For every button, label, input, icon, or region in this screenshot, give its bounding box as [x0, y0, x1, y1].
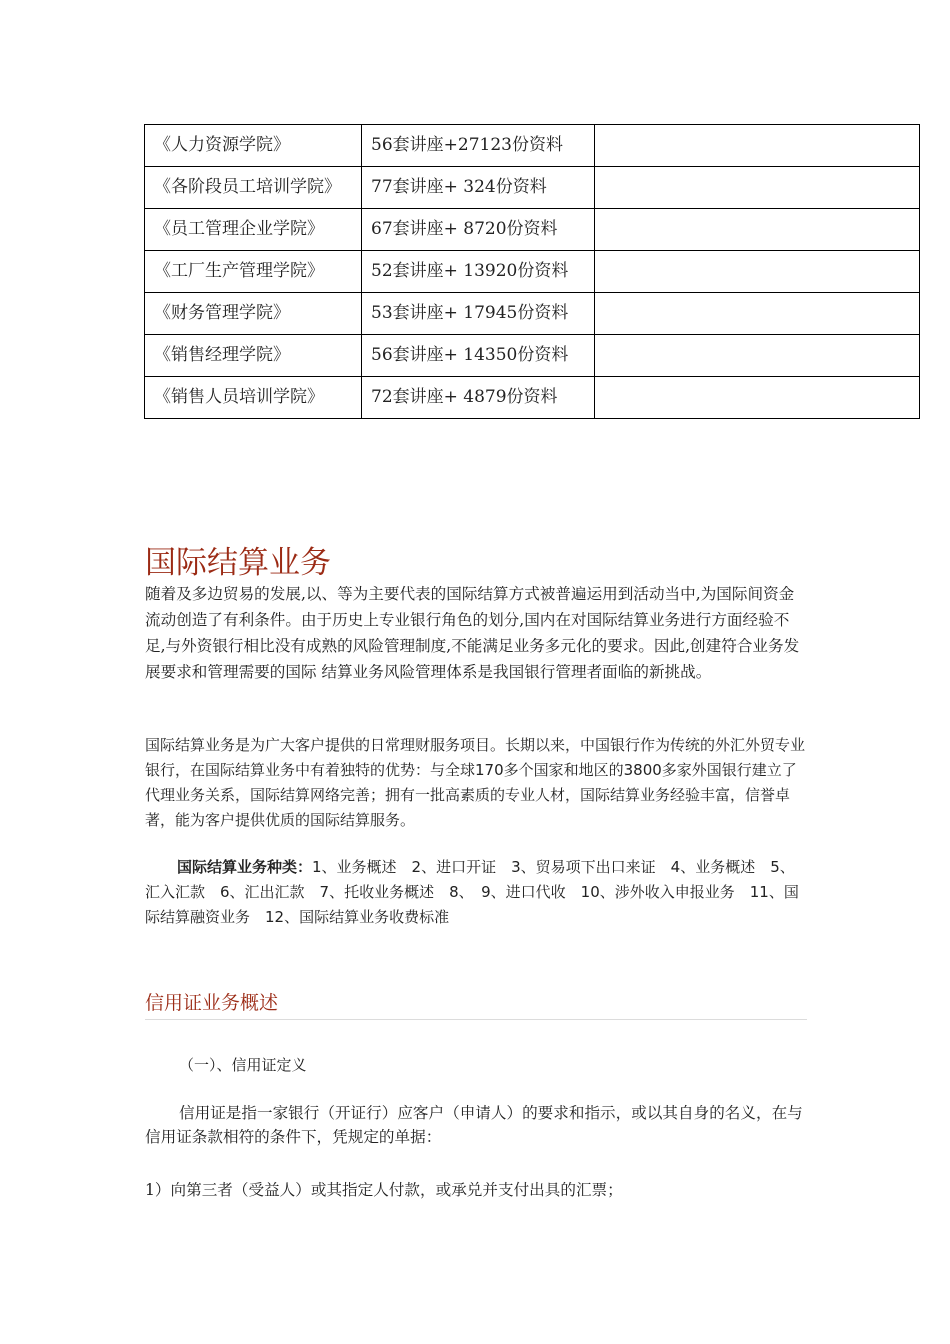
course-name-cell: 《销售人员培训学院》 [145, 377, 362, 419]
definition-item-1: 1）向第三者（受益人）或其指定人付款，或承兑并支付出具的汇票； [145, 1181, 623, 1199]
business-types-list: 1、业务概述 2、进口开证 3、贸易项下出口来证 4、业务概述 5、汇入汇款 6、汇出汇款 7、托收业务概述 8、 9、进口代收 10、涉外收入申报业务 11、国际结算融资业务 12、国际结算业务收费标准 [145, 858, 799, 926]
business-description-paragraph: 国际结算业务是为广大客户提供的日常理财服务项目。长期以来，中国银行作为传统的外汇外贸专业银行，在国际结算业务中有着独特的优势：与全球170多个国家和地区的3800多家外国银行建立了代理业务关系，国际结算网络完善；拥有一批高素质的专业人材，国际结算业务经验丰富，信誉卓著，能为客户提供优质的国际结算服务。 [145, 736, 806, 829]
course-extra-cell [595, 251, 920, 293]
course-content-cell: 52套讲座+ 13920份资料 [362, 251, 595, 293]
course-table-body [145, 125, 920, 419]
course-name-cell: 《各阶段员工培训学院》 [145, 167, 362, 209]
course-name-cell: 《销售经理学院》 [145, 335, 362, 377]
course-extra-cell [595, 377, 920, 419]
table-row [145, 293, 920, 335]
table-row [145, 125, 920, 167]
course-extra-cell [595, 293, 920, 335]
table-row [145, 377, 920, 419]
course-name-cell: 《人力资源学院》 [145, 125, 362, 167]
course-name-cell: 《财务管理学院》 [145, 293, 362, 335]
intro-paragraph: 随着及多边贸易的发展,以、等为主要代表的国际结算方式被普遍运用到活动当中,为国际间资金流动创造了有利条件。由于历史上专业银行角色的划分,国内在对国际结算业务进行方面经验不足,与外资银行相比没有成熟的风险管理制度,不能满足业务多元化的要求。因此,创建符合业务发展要求和管理需要的国际 结算业务风险管理体系是我国银行管理者面临的新挑战。 [145, 585, 800, 681]
course-content-cell: 67套讲座+ 8720份资料 [362, 209, 595, 251]
course-name-cell: 《员工管理企业学院》 [145, 209, 362, 251]
course-extra-cell [595, 167, 920, 209]
table-row [145, 209, 920, 251]
course-content-cell: 56套讲座+27123份资料 [362, 125, 595, 167]
course-table [144, 124, 920, 419]
definition-paragraph: 信用证是指一家银行（开证行）应客户（申请人）的要求和指示，或以其自身的名义，在与信用证条款相符的条件下，凭规定的单据： [145, 1104, 803, 1146]
section-title: 国际结算业务 [145, 545, 331, 581]
course-content-cell: 53套讲座+ 17945份资料 [362, 293, 595, 335]
course-extra-cell [595, 209, 920, 251]
subsection-title: 信用证业务概述 [145, 988, 807, 1020]
course-content-cell: 72套讲座+ 4879份资料 [362, 377, 595, 419]
table-row [145, 167, 920, 209]
course-extra-cell [595, 335, 920, 377]
business-types-label: 国际结算业务种类： [177, 858, 313, 876]
course-extra-cell [595, 125, 920, 167]
course-content-cell: 77套讲座+ 324份资料 [362, 167, 595, 209]
course-name-cell: 《工厂生产管理学院》 [145, 251, 362, 293]
table-row [145, 251, 920, 293]
table-row [145, 335, 920, 377]
definition-heading: （一）、信用证定义 [179, 1056, 307, 1074]
course-content-cell: 56套讲座+ 14350份资料 [362, 335, 595, 377]
business-types-paragraph [145, 855, 807, 930]
